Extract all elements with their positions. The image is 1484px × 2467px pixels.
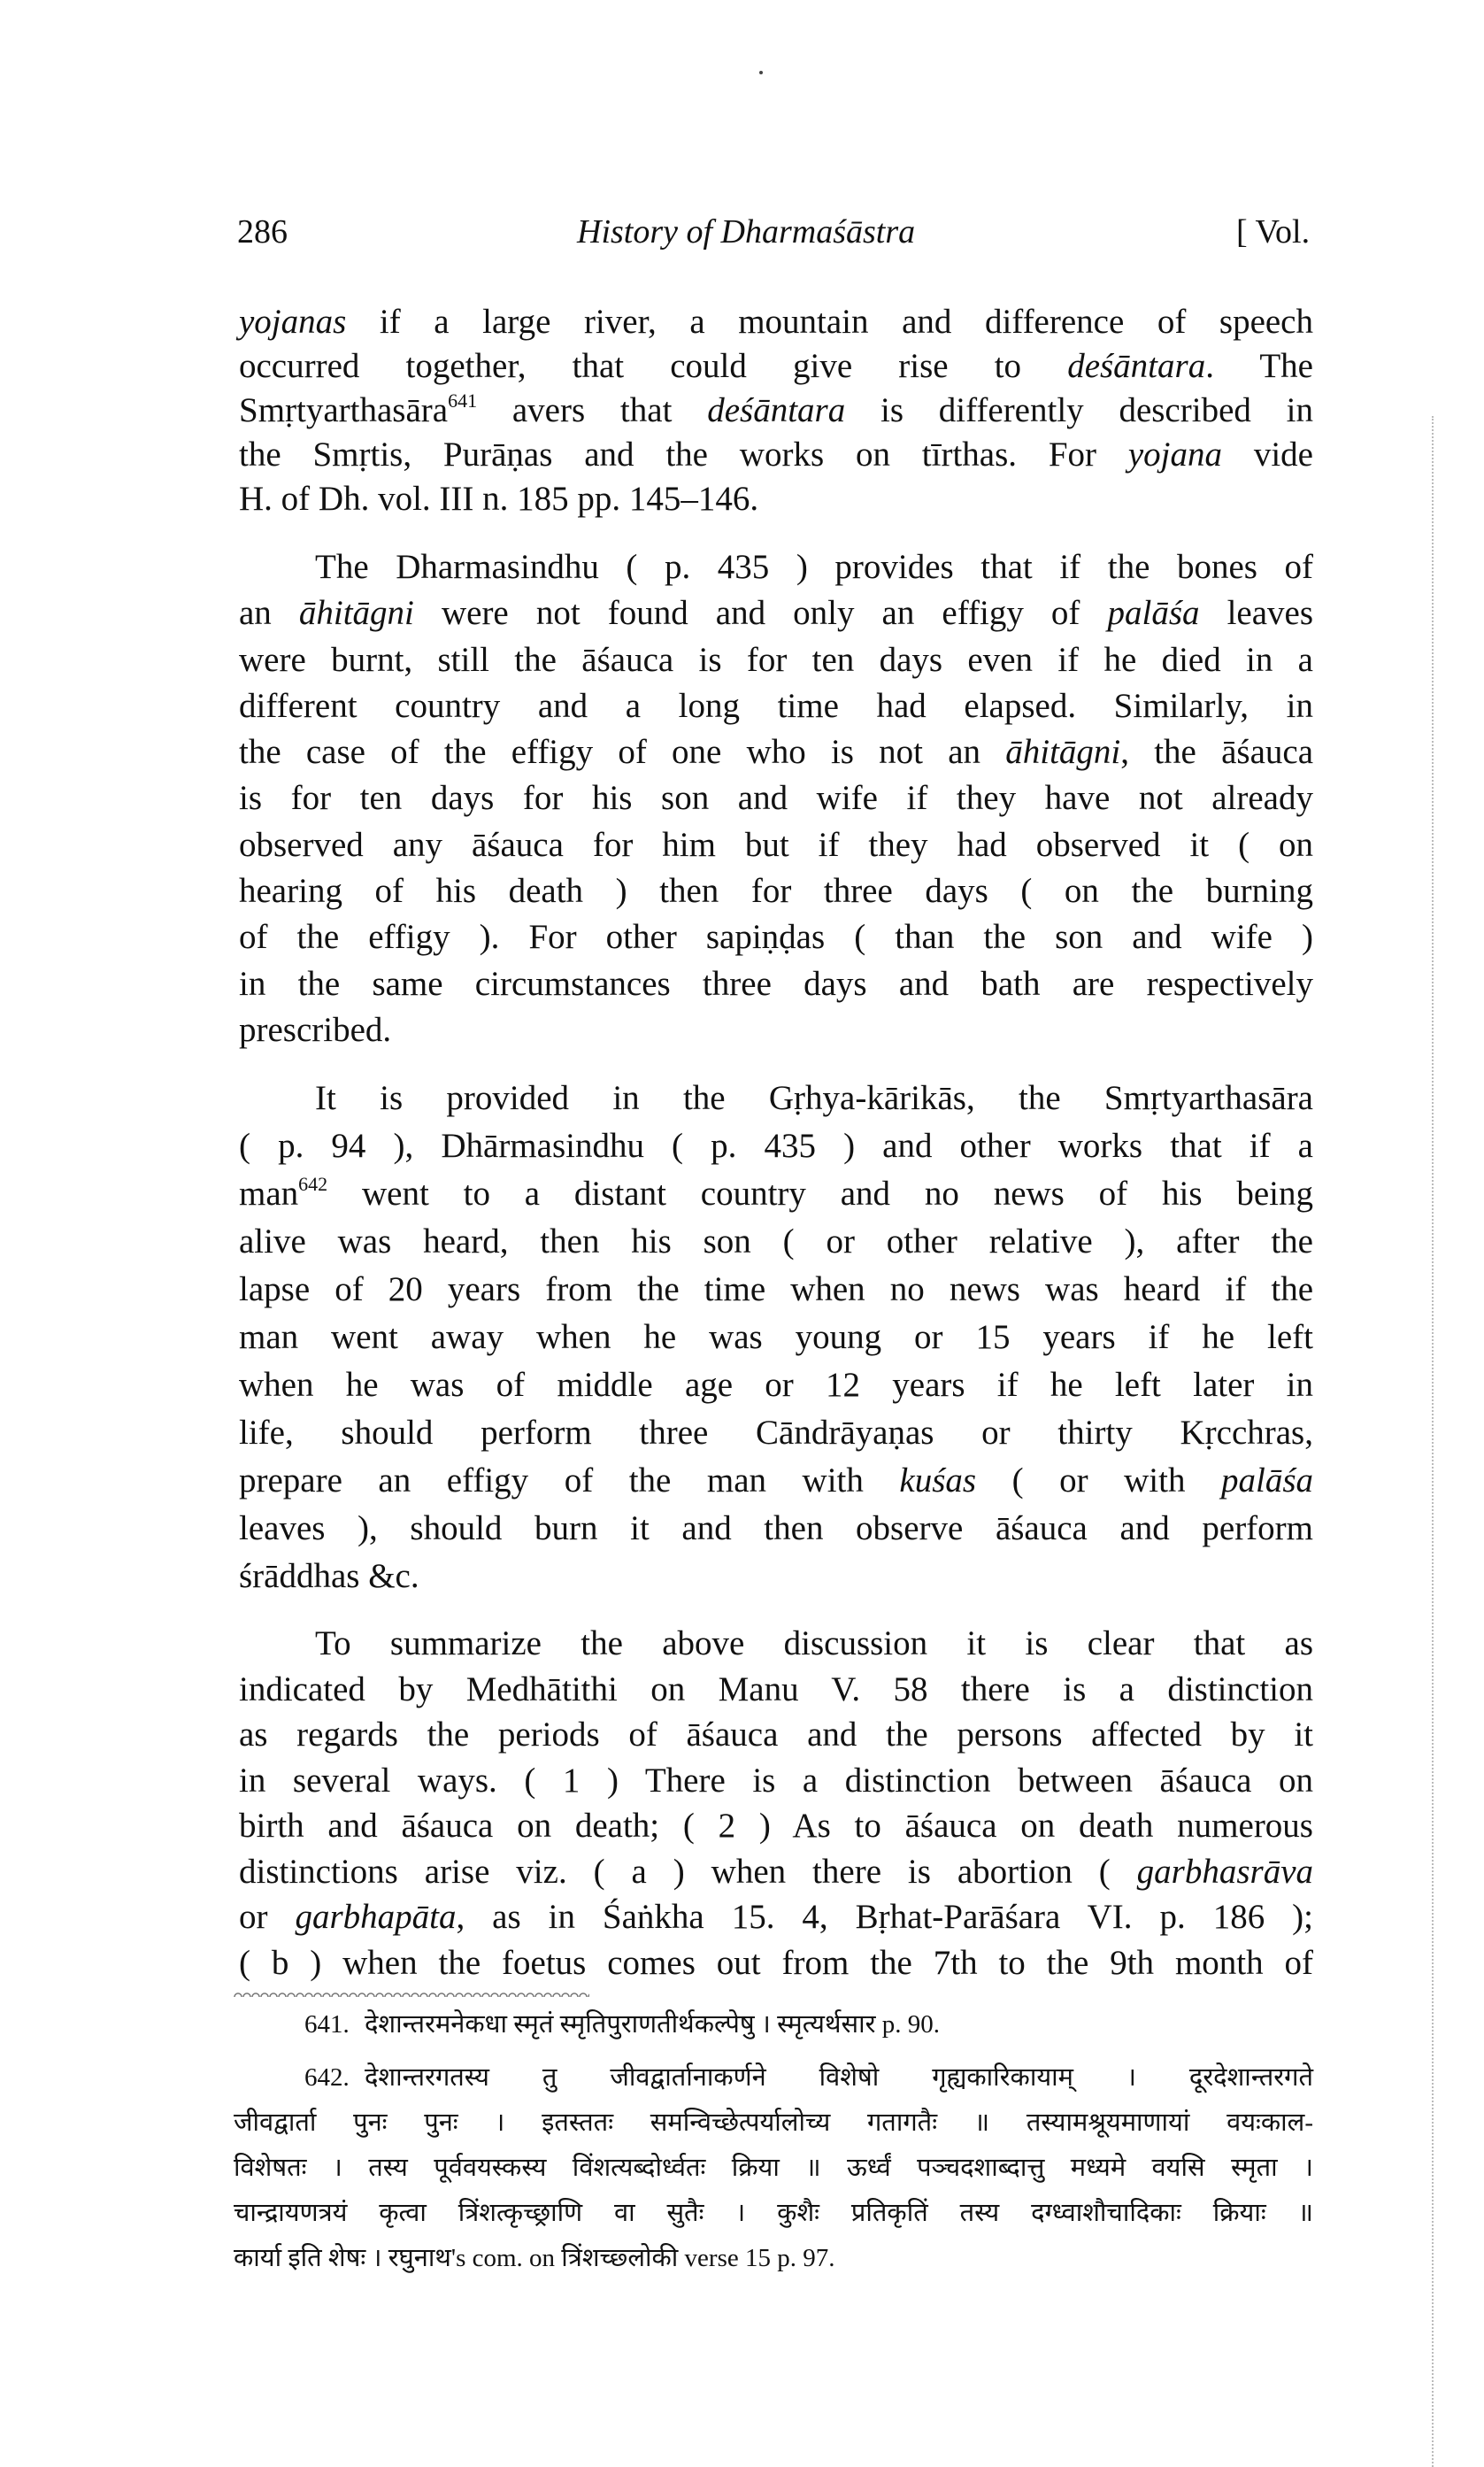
text-line <box>239 1314 1313 1361</box>
text-run: ( b ) when the foetus comes out from the 7th to the 9th month of <box>239 1943 1313 1982</box>
text-line <box>239 683 1313 729</box>
footnote-reference: 641 <box>448 389 478 412</box>
text-run: The Dharmasindhu ( p. 435 ) provides that if the bones of <box>315 548 1313 586</box>
text-line <box>239 1894 1313 1940</box>
text-line <box>239 637 1313 683</box>
text-run: the Smṛtis, Purāṇas and the works on tīrthas. For <box>239 436 1128 474</box>
text-line <box>239 1505 1313 1553</box>
footnote-line <box>234 2236 1313 2281</box>
footnote-reference: 642 <box>298 1173 328 1195</box>
text-run: . The <box>1205 347 1313 385</box>
text-run: of the effigy ). For other sapiṇḍas ( than the son and wife ) <box>239 918 1313 957</box>
text-run: is differently described in <box>845 391 1313 429</box>
text-run: is for ten days for his son and wife if they have not already <box>239 779 1313 818</box>
text-run: went to a distant country and no news of his being <box>327 1175 1313 1213</box>
text-run: vide <box>1222 436 1313 474</box>
text-line <box>239 1361 1313 1409</box>
italic-term: yojanas <box>239 303 347 341</box>
text-run: ( p. 94 ), Dhārmasindhu ( p. 435 ) and other works that if a <box>239 1127 1313 1165</box>
paragraph <box>239 1621 1313 1985</box>
paragraph <box>239 1075 1313 1600</box>
text-line <box>239 433 1313 477</box>
italic-term: deśāntara <box>1067 347 1206 385</box>
italic-term: palāśa <box>1220 1461 1313 1499</box>
text-line <box>239 1667 1313 1713</box>
text-run: alive was heard, then his son ( or other relative ), after the <box>239 1222 1313 1260</box>
text-line <box>239 477 1313 521</box>
footnote-text: विशेषतः । तस्य पूर्ववयस्कस्य विंशत्यब्दोर्ध्वतः क्रिया ॥ ऊर्ध्वं पञ्चदशाब्दात्तु मध्यमे वयसि स्मृता । <box>234 2154 1313 2182</box>
footnote-line <box>234 2191 1313 2236</box>
text-line <box>239 1849 1313 1895</box>
text-run: H. of Dh. vol. III n. 185 pp. 145–146. <box>239 480 759 518</box>
volume-mark: [ Vol. <box>1236 213 1311 251</box>
italic-term: palāśa <box>1107 594 1200 633</box>
text-run: man went away when he was young or 15 years if he left <box>239 1318 1313 1356</box>
text-line <box>239 868 1313 914</box>
text-run: life, should perform three Cāndrāyaṇas or thirty Kṛcchras, <box>239 1414 1313 1452</box>
text-run: avers that <box>477 391 708 429</box>
text-run: as regards the periods of āśauca and the persons affected by it <box>239 1715 1313 1754</box>
text-line <box>239 1266 1313 1314</box>
italic-term: garbhasrāva <box>1136 1852 1313 1891</box>
text-run: the case of the effigy of one who is not an <box>239 733 1006 772</box>
text-line <box>239 1712 1313 1758</box>
page-edge-line <box>1432 416 1434 2467</box>
footnote-line <box>234 2055 1313 2101</box>
text-run: It is provided in the Gṛhya-kārikās, the Smṛtyarthasāra <box>315 1079 1313 1117</box>
text-line <box>239 590 1313 636</box>
text-line <box>239 1007 1313 1053</box>
text-line <box>239 1170 1313 1218</box>
text-run: Smṛtyarthasāra <box>239 391 449 429</box>
text-run: observed any āśauca for him but if they had observed it ( on <box>239 825 1313 864</box>
text-line <box>239 1218 1313 1266</box>
footnote <box>234 2055 1313 2281</box>
text-line <box>239 1409 1313 1457</box>
italic-term: deśāntara <box>707 391 846 429</box>
footnote-text: देशान्तरमनेकधा स्मृतं स्मृतिपुराणतीर्थकल्पेषु । स्मृत्यर्थसार p. 90. <box>365 2010 941 2039</box>
footnote-divider <box>234 1990 589 2001</box>
text-run: prescribed. <box>239 1010 392 1049</box>
text-run: were burnt, still the āśauca is for ten days even if he died in a <box>239 640 1313 679</box>
text-line <box>239 1122 1313 1170</box>
text-line <box>239 544 1313 590</box>
footnote-line <box>234 2146 1313 2191</box>
footnote-number: 641. <box>304 2010 350 2039</box>
footnote-number: 642. <box>304 2063 350 2092</box>
text-run: an <box>239 594 299 633</box>
text-run: prepare an effigy of the man with <box>239 1461 900 1499</box>
paragraph <box>239 300 1313 521</box>
text-run: man <box>239 1175 299 1213</box>
text-run: if a large river, a mountain and difference of speech <box>346 303 1313 341</box>
text-run: birth and āśauca on death; ( 2 ) As to āśauca on death numerous <box>239 1807 1313 1845</box>
italic-term: āhitāgni <box>1005 733 1121 772</box>
footnote-line <box>234 2101 1313 2146</box>
text-line <box>239 389 1313 433</box>
text-run: in several ways. ( 1 ) There is a distinction between āśauca on <box>239 1761 1313 1800</box>
text-run: leaves ), should burn it and then observe āśauca and perform <box>239 1509 1313 1547</box>
text-line <box>239 1758 1313 1804</box>
italic-term: garbhapāta <box>295 1898 457 1936</box>
text-line <box>239 729 1313 775</box>
text-line <box>239 300 1313 344</box>
text-run: hearing of his death ) then for three days ( on the burning <box>239 872 1313 911</box>
text-line <box>239 914 1313 960</box>
italic-term: āhitāgni <box>298 594 414 633</box>
text-line <box>239 1075 1313 1122</box>
text-line <box>239 822 1313 868</box>
footnote-text: कार्या इति शेषः । रघुनाथ's com. on त्रिंशच्छ्लोकी verse 15 p. 97. <box>234 2244 835 2272</box>
text-run: in the same circumstances three days and bath are respectively <box>239 964 1313 1003</box>
footnote-line <box>234 2002 1313 2047</box>
text-line <box>239 1803 1313 1849</box>
text-line <box>239 775 1313 821</box>
text-run: different country and a long time had elapsed. Similarly, in <box>239 686 1313 725</box>
text-run: , as in Śaṅkha 15. 4, Bṛhat-Parāśara VI. p. 186 ); <box>456 1898 1313 1936</box>
text-run: , the āśauca <box>1120 733 1313 772</box>
page-number: 286 <box>237 213 288 251</box>
text-line <box>239 1553 1313 1600</box>
footnote-text: जीवद्वार्ता पुनः पुनः । इतस्ततः समन्विच्छेत्पर्यालोच्य गतागतैः ॥ तस्यामश्रूयमाणायां वयःकाल- <box>234 2109 1313 2137</box>
paragraph <box>239 544 1313 1053</box>
text-run: were not found and only an effigy of <box>413 594 1108 633</box>
text-line <box>239 1457 1313 1505</box>
text-line <box>239 344 1313 389</box>
text-line <box>239 1621 1313 1667</box>
text-run: lapse of 20 years from the time when no news was heard if the <box>239 1270 1313 1308</box>
footnote-text: चान्द्रायणत्रयं कृत्वा त्रिंशत्कृच्छ्राणि वा सुतैः । कुशैः प्रतिकृतिं तस्य दग्ध्वाशौचादिकाः क्रियाः ॥ <box>234 2199 1313 2227</box>
text-run: indicated by Medhātithi on Manu V. 58 there is a distinction <box>239 1669 1313 1708</box>
italic-term: yojana <box>1127 436 1223 474</box>
italic-term: kuśas <box>899 1461 977 1499</box>
text-run: occurred together, that could give rise to <box>239 347 1068 385</box>
text-run: distinctions arise viz. ( a ) when there is abortion ( <box>239 1852 1137 1891</box>
text-run: śrāddhas &c. <box>239 1557 419 1595</box>
running-title: History of Dharmaśāstra <box>577 213 916 251</box>
scan-speck <box>759 71 763 74</box>
text-run: To summarize the above discussion it is clear that as <box>315 1624 1313 1662</box>
text-line <box>239 1940 1313 1986</box>
text-run: or <box>239 1898 296 1936</box>
text-run: leaves <box>1199 594 1314 633</box>
text-run: ( or with <box>976 1461 1221 1499</box>
text-run: when he was of middle age or 12 years if he left later in <box>239 1366 1313 1404</box>
text-line <box>239 961 1313 1007</box>
footnote <box>234 2002 1313 2047</box>
footnote-text: देशान्तरगतस्य तु जीवद्वार्तानाकर्णने विशेषो गृह्यकारिकायाम् । दूरदेशान्तरगते <box>365 2063 1313 2092</box>
